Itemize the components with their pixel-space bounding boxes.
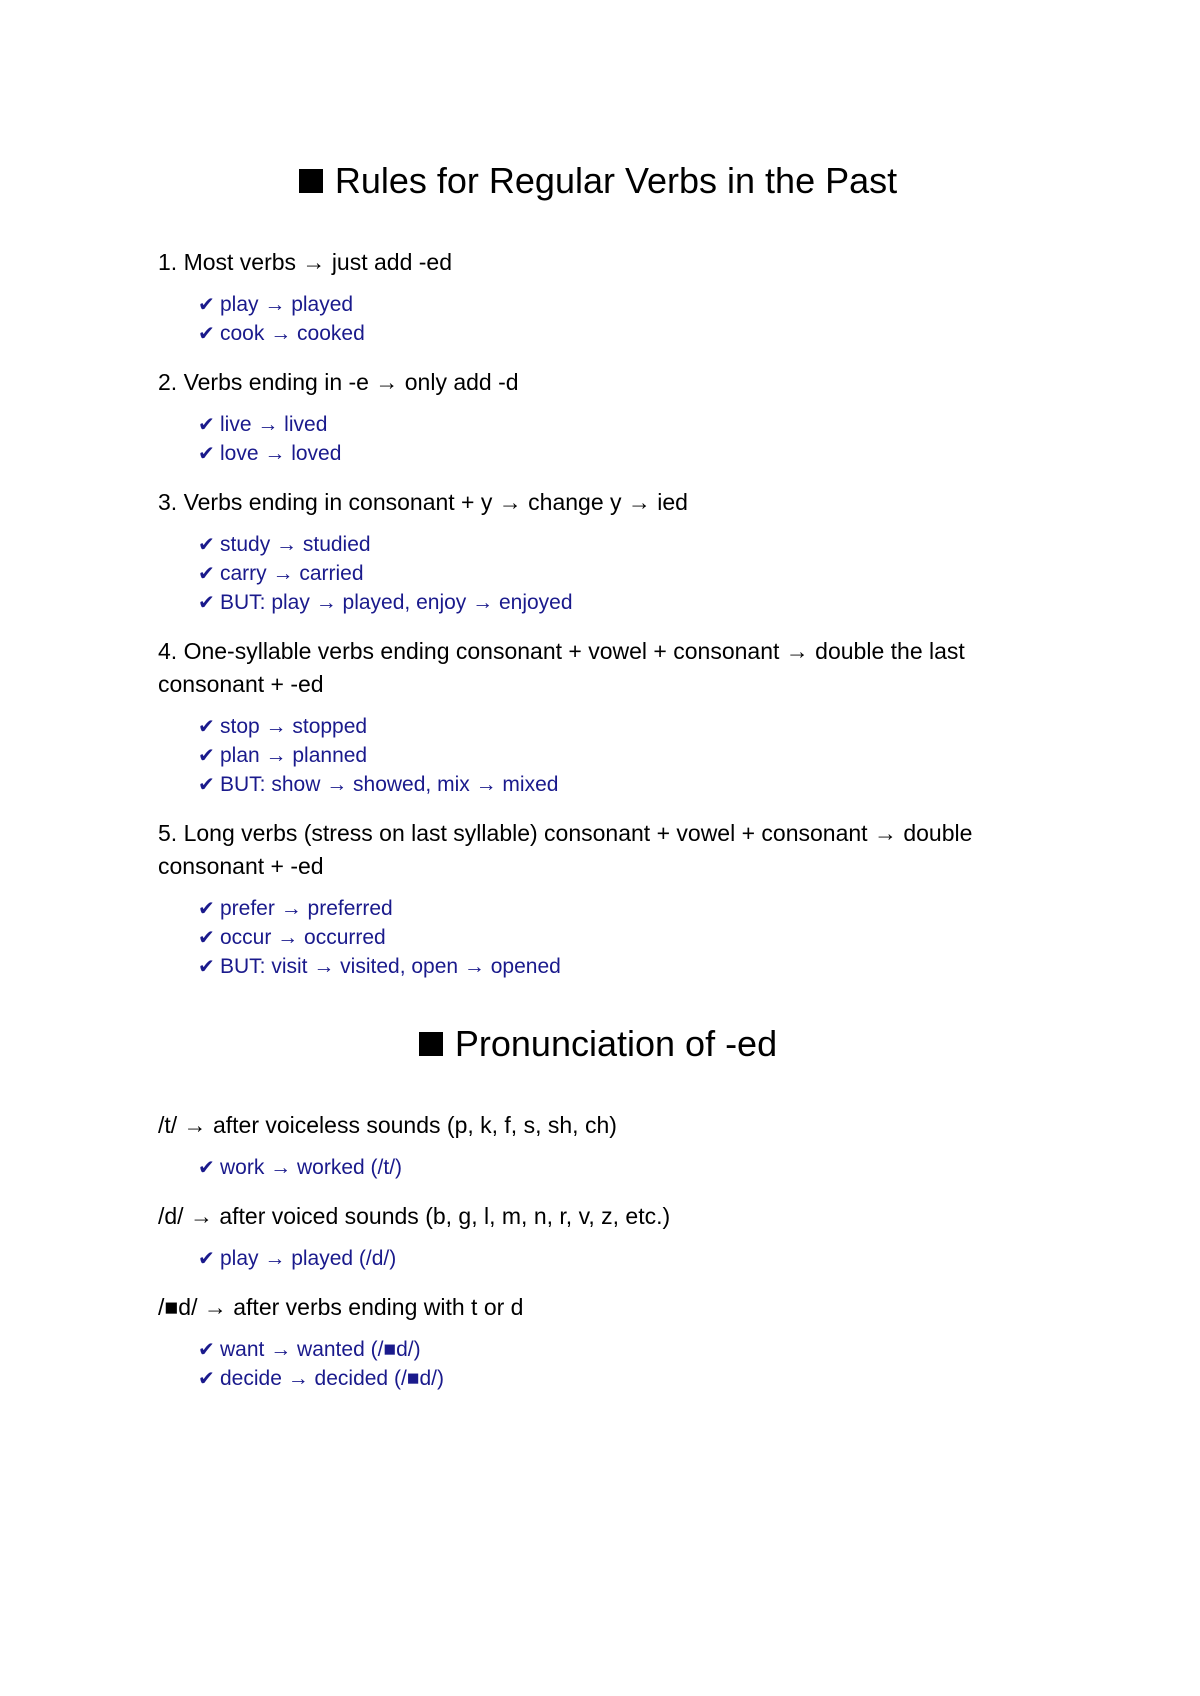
example-item: ✔ stop → stopped [198, 714, 368, 738]
checkmark-icon: ✔ [198, 412, 215, 436]
checkmark-icon: ✔ [198, 292, 215, 316]
checkmark-icon: ✔ [198, 532, 215, 556]
checkmark-icon: ✔ [198, 441, 215, 465]
checkmark-icon: ✔ [198, 714, 215, 738]
example-item: ✔ prefer → preferred [198, 896, 393, 920]
rule-1: 1. Most verbs → just add -ed [158, 249, 453, 275]
example-item: ✔ decide → decided (/■d/) [198, 1366, 444, 1390]
example-item: ✔ BUT: visit → visited, open → opened [198, 954, 561, 978]
section-title-rules [158, 158, 1038, 204]
checkmark-icon: ✔ [198, 1155, 215, 1179]
pronunciation-id-examples [158, 1335, 1038, 1393]
rule-5: 5. Long verbs (stress on last syllable) consonant + vowel + consonant → double consonant + -ed [158, 820, 973, 879]
checkmark-icon: ✔ [198, 1246, 215, 1270]
example-item: ✔ work → worked (/t/) [198, 1155, 403, 1179]
pronunciation-d-examples [158, 1244, 1038, 1273]
example-item: ✔ love → loved [198, 441, 342, 465]
checkmark-icon: ✔ [198, 925, 215, 949]
example-item: ✔ cook → cooked [198, 321, 365, 345]
checkmark-icon: ✔ [198, 321, 215, 345]
example-item: ✔ BUT: play → played, enjoy → enjoyed [198, 590, 573, 614]
section-title-text: Pronunciation of -ed [454, 1023, 778, 1064]
rule-2: 2. Verbs ending in -e → only add -d [158, 369, 519, 395]
checkmark-icon: ✔ [198, 1366, 215, 1390]
rule-4-examples [158, 712, 1038, 799]
rule-1-examples [158, 290, 1038, 348]
example-item: ✔ want → wanted (/■d/) [198, 1337, 421, 1361]
rule-3: 3. Verbs ending in consonant + y → change y → ied [158, 489, 688, 515]
pronunciation-rule-d: /d/ → after voiced sounds (b, g, l, m, n, r, v, z, etc.) [158, 1203, 671, 1229]
checkmark-icon: ✔ [198, 743, 215, 767]
document-page [158, 158, 1038, 1393]
section-title-pronunciation [158, 1021, 1038, 1067]
example-item: ✔ BUT: show → showed, mix → mixed [198, 772, 559, 796]
checkmark-icon: ✔ [198, 561, 215, 585]
example-item: ✔ play → played [198, 292, 354, 316]
rule-2-examples [158, 410, 1038, 468]
rule-5-examples [158, 894, 1038, 981]
pronunciation-t-examples [158, 1153, 1038, 1182]
square-bullet-icon [299, 169, 323, 193]
checkmark-icon: ✔ [198, 772, 215, 796]
example-item: ✔ occur → occurred [198, 925, 386, 949]
rule-3-examples [158, 530, 1038, 617]
checkmark-icon: ✔ [198, 954, 215, 978]
checkmark-icon: ✔ [198, 1337, 215, 1361]
section-title-text: Rules for Regular Verbs in the Past [334, 160, 898, 201]
example-item: ✔ plan → planned [198, 743, 368, 767]
example-item: ✔ carry → carried [198, 561, 364, 585]
pronunciation-rule-t: /t/ → after voiceless sounds (p, k, f, s, sh, ch) [158, 1112, 617, 1138]
square-bullet-icon [419, 1032, 443, 1056]
checkmark-icon: ✔ [198, 896, 215, 920]
checkmark-icon: ✔ [198, 590, 215, 614]
rule-4: 4. One-syllable verbs ending consonant + vowel + consonant → double the last consonant + -ed [158, 638, 965, 697]
example-item: ✔ live → lived [198, 412, 328, 436]
example-item: ✔ play → played (/d/) [198, 1246, 397, 1270]
pronunciation-rule-id: /■d/ → after verbs ending with t or d [158, 1294, 524, 1320]
example-item: ✔ study → studied [198, 532, 371, 556]
